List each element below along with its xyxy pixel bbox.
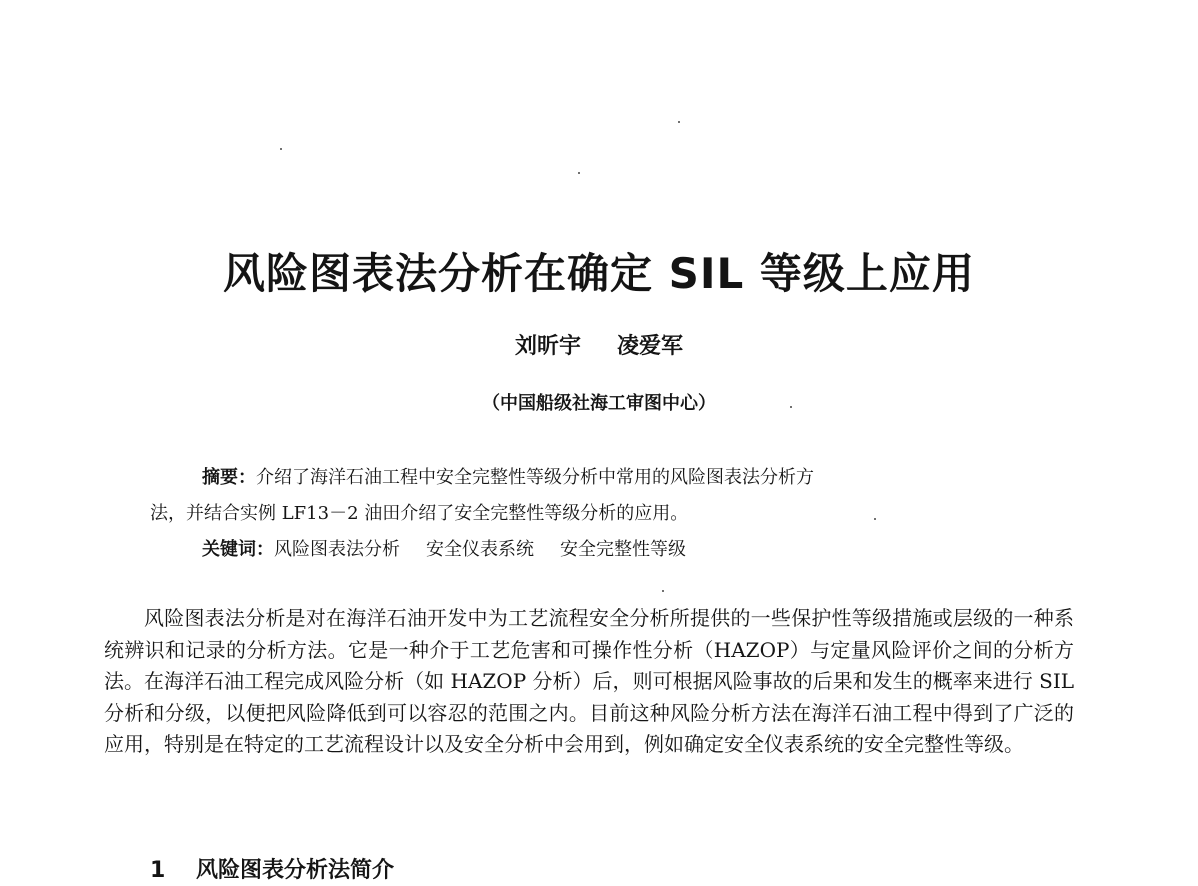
- keyword: 安全完整性等级: [560, 539, 686, 560]
- abstract-line: [150, 460, 1030, 496]
- scan-speck: [678, 121, 680, 123]
- author-list: [0, 330, 1198, 362]
- scan-speck: [280, 148, 282, 150]
- affiliation: （中国船级社海工审图中心）: [482, 393, 716, 414]
- keyword: 安全仪表系统: [426, 539, 534, 560]
- abstract-line: [150, 496, 1030, 532]
- paper-title: 风险图表法分析在确定 SIL 等级上应用: [223, 249, 975, 298]
- section-number: 1: [150, 858, 166, 883]
- abstract-block: [150, 460, 1030, 568]
- keywords-line: [150, 532, 1030, 568]
- scan-speck: [578, 172, 580, 174]
- abstract-text: 介绍了海洋石油工程中安全完整性等级分析中常用的风险图表法分析方: [256, 467, 814, 488]
- scan-speck: [662, 590, 664, 592]
- section-title: 风险图表分析法简介: [196, 858, 395, 883]
- section-heading: [150, 856, 394, 886]
- author-name: 凌爱军: [617, 333, 684, 359]
- abstract-text: 法，并结合实例 LF13－2 油田介绍了安全完整性等级分析的应用。: [150, 503, 689, 524]
- keywords-label: 关键词：: [202, 539, 274, 560]
- keyword: 风险图表法分析: [274, 539, 400, 560]
- body-paragraph: 风险图表法分析是对在海洋石油开发中为工艺流程安全分析所提供的一些保护性等级措施或层级的一种系统辨识和记录的分析方法。它是一种介于工艺危害和可操作性分析（HAZOP）与定量风险评价之间的分析方法。在海洋石油工程完成风险分析（如 HAZOP 分析）后，则可根据风险事故的后果和发生的概率来进行 SIL 分析和分级，以便把风险降低到可以容忍的范围之内。目前这种风险分析方法在海洋石油工程中得到了广泛的应用，特别是在特定的工艺流程设计以及安全分析中会用到，例如确定安全仪表系统的安全完整性等级。: [104, 606, 1074, 756]
- abstract-label: 摘要：: [202, 467, 256, 488]
- author-name: 刘昕宇: [514, 333, 581, 359]
